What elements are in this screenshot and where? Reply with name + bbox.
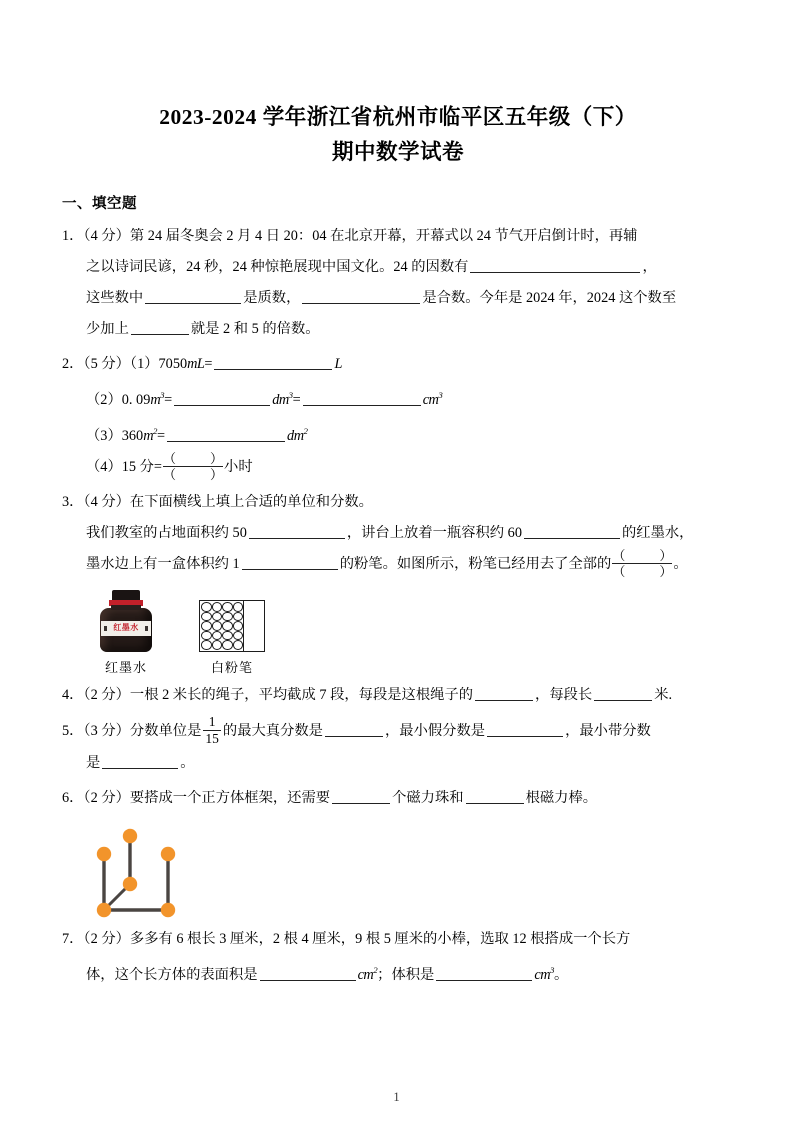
bead-top-center bbox=[123, 829, 137, 843]
question-4-text-a: 一根 2 米长的绳子，平均截成 7 段，每段是这根绳子的 bbox=[129, 686, 474, 703]
question-1-text-c: ， bbox=[642, 259, 657, 275]
question-2-sub3-unit-to: $dm^2$ bbox=[287, 425, 308, 444]
bead-bottom-left bbox=[97, 903, 111, 917]
question-2-sub1-eq: = bbox=[204, 356, 213, 372]
question-5-text-f: 。 bbox=[180, 754, 195, 771]
question-7-text-c: ；体积是 bbox=[377, 966, 435, 983]
question-5-number: 5 bbox=[62, 722, 70, 739]
question-6-text-a: 要搭成一个正方体框架，还需要 bbox=[129, 789, 331, 806]
label-tick-left bbox=[104, 626, 107, 631]
question-6 bbox=[62, 783, 734, 814]
bead-top-left bbox=[97, 847, 111, 861]
question-6-blank-2[interactable] bbox=[466, 788, 524, 804]
chalk-box-divider bbox=[243, 601, 244, 651]
page-number: 1 bbox=[393, 1090, 400, 1104]
question-1-score: （4 分） bbox=[83, 228, 130, 244]
question-6-figure-magnetic-frame bbox=[90, 826, 200, 918]
question-2-blank-3[interactable] bbox=[303, 390, 421, 406]
question-4-text-b: ，每段长 bbox=[535, 686, 593, 703]
question-5 bbox=[62, 715, 734, 779]
question-5-line-2 bbox=[62, 748, 734, 779]
question-1 bbox=[62, 221, 734, 345]
ink-bottle-icon bbox=[94, 590, 158, 652]
question-7 bbox=[62, 924, 734, 991]
question-4-number: 4 bbox=[62, 686, 70, 703]
question-5-blank-2[interactable] bbox=[487, 721, 563, 737]
question-5-text-a: 分数单位是 bbox=[129, 722, 202, 739]
question-2-sub1-expr: 7050 bbox=[158, 356, 188, 372]
question-2-blank-2[interactable] bbox=[174, 390, 270, 406]
question-2 bbox=[62, 349, 734, 483]
question-7-line-1: 7．（2 分）多多有 6 根长 3 厘米，2 根 4 厘米，9 根 5 厘米的小棒，选取 12 根搭成一个长方 bbox=[62, 930, 631, 947]
question-5-text-b: 的最大真分数是 bbox=[222, 722, 323, 739]
chalk-grid bbox=[201, 602, 243, 650]
question-5-line-1: 5．（3 分）分数单位是 $\frac{1}{15}$ 的最大真分数是 ，最小假分数是 ，最小带分数 bbox=[62, 713, 651, 746]
question-1-text-b: 之以诗词民谚，24 秒，24 种惊艳展现中国文化。24 的因数有 bbox=[86, 259, 469, 275]
fraction-numerator: 1 bbox=[203, 714, 221, 731]
question-1-blank-2[interactable] bbox=[145, 288, 241, 304]
question-7-text-d: 。 bbox=[553, 966, 569, 983]
question-2-sub4-label: （4） bbox=[86, 458, 122, 475]
question-1-line-2 bbox=[62, 252, 734, 283]
question-6-blank-1[interactable] bbox=[332, 788, 390, 804]
question-3-text-f: 的粉笔。如图所示，粉笔已经用去了全部的 bbox=[339, 555, 612, 572]
question-4-blank-2[interactable] bbox=[594, 685, 652, 701]
question-7-number: 7 bbox=[62, 930, 70, 947]
question-2-sub4-eq: = bbox=[153, 458, 162, 475]
question-1-blank-1[interactable] bbox=[470, 257, 640, 273]
fraction-denominator: 15 bbox=[205, 730, 219, 746]
question-2-sub1-unit-from: mL bbox=[187, 356, 205, 372]
question-3-blank-3[interactable] bbox=[242, 554, 338, 570]
question-1-line-4 bbox=[62, 314, 734, 345]
fraction-one-fifteenth bbox=[203, 714, 221, 747]
magnetic-frame-diagram bbox=[90, 826, 200, 918]
question-1-text-e: 是质数， bbox=[243, 290, 301, 306]
question-2-fraction-blank[interactable] bbox=[163, 451, 223, 482]
question-2-sub3-unit-from: $m^2$ bbox=[143, 425, 157, 444]
question-3-score: （4 分） bbox=[83, 493, 130, 510]
question-3-text-e: 墨水边上有一盒体积约 1 bbox=[86, 555, 240, 572]
question-2-blank-1[interactable] bbox=[214, 354, 332, 370]
question-6-line-1: 6．（2 分）要搭成一个正方体框架，还需要 个磁力珠和 根磁力棒。 bbox=[62, 789, 598, 806]
question-2-sub4-unit-to: 小时 bbox=[224, 458, 253, 475]
figure-red-ink-bottle bbox=[90, 590, 162, 676]
question-7-score: （2 分） bbox=[83, 930, 130, 947]
question-3-text-d: 的红墨水， bbox=[621, 524, 694, 541]
question-3-figures bbox=[90, 590, 734, 676]
page-content bbox=[62, 0, 734, 995]
question-7-unit-area: $cm^2$ bbox=[357, 964, 378, 983]
question-2-line-4 bbox=[62, 452, 734, 483]
question-4-score: （2 分） bbox=[83, 686, 130, 703]
question-1-line-1: 1．（4 分）第 24 届冬奥会 2 月 4 日 20：04 在北京开幕，开幕式以 24 节气开启倒计时，再辅 bbox=[62, 228, 638, 244]
question-3-fraction-blank[interactable] bbox=[612, 548, 672, 579]
question-6-text-c: 根磁力棒。 bbox=[525, 789, 598, 806]
bottle-label-text: 红墨水 bbox=[113, 623, 139, 633]
bead-top-right bbox=[161, 847, 175, 861]
fraction-denominator[interactable]: （ ） bbox=[163, 466, 224, 482]
question-4-blank-1[interactable] bbox=[475, 685, 533, 701]
page-title bbox=[62, 100, 734, 170]
question-2-sub2-unit-to: $cm^3$ bbox=[422, 390, 443, 408]
question-3-text-g: 。 bbox=[673, 555, 688, 572]
question-1-text-h: 就是 2 和 5 的倍数。 bbox=[190, 321, 320, 337]
question-3-line-2 bbox=[62, 518, 734, 549]
question-2-sub2-label: （2） bbox=[86, 391, 122, 408]
question-3-text-b: 我们教室的占地面积约 50 bbox=[86, 524, 247, 541]
title-line-1: 2023-2024 学年浙江省杭州市临平区五年级（下） bbox=[159, 105, 637, 129]
question-5-text-e: 是 bbox=[86, 754, 101, 771]
question-2-number: 2 bbox=[62, 356, 70, 372]
question-2-sub2-mid-unit: $dm^3$ bbox=[272, 390, 293, 408]
figure-white-chalk-box bbox=[196, 600, 268, 676]
question-7-text-b: 体，这个长方体的表面积是 bbox=[86, 966, 258, 983]
fraction-denominator[interactable]: （ ） bbox=[612, 563, 673, 579]
question-4-line-1: 4．（2 分）一根 2 米长的绳子，平均截成 7 段，每段是这根绳子的 ，每段长 米. bbox=[62, 686, 673, 703]
fraction-numerator[interactable]: （ ） bbox=[163, 450, 224, 466]
question-1-text-g: 少加上 bbox=[86, 321, 129, 337]
question-1-text-d: 这些数中 bbox=[86, 290, 144, 306]
question-2-line-1: 2．（5 分）（1）7050mL= L bbox=[62, 356, 342, 372]
question-5-text-d: ，最小带分数 bbox=[565, 722, 651, 739]
question-1-text-a: 第 24 届冬奥会 2 月 4 日 20：04 在北京开幕，开幕式以 24 节气开启倒计时，再辅 bbox=[129, 228, 638, 244]
label-tick-right bbox=[145, 626, 148, 631]
question-2-line-2: （2）0. $09m^3= dm^3= cm^3$ bbox=[86, 390, 443, 408]
title-line-2: 期中数学试卷 bbox=[331, 140, 464, 164]
question-3 bbox=[62, 487, 734, 580]
question-5-blank-1[interactable] bbox=[325, 721, 383, 737]
question-3-number: 3 bbox=[62, 493, 70, 510]
question-2-sub1-unit-to: L bbox=[334, 356, 342, 372]
question-3-text-c: ，讲台上放着一瓶容积约 60 bbox=[346, 524, 522, 541]
question-3-blank-2[interactable] bbox=[524, 523, 620, 539]
question-1-line-3 bbox=[62, 283, 734, 314]
question-2-line-3: $(3)360m^2= dm^2$ bbox=[86, 425, 308, 444]
question-7-line-2 bbox=[62, 955, 734, 991]
figure-caption-chalk: 白粉笔 bbox=[210, 659, 253, 675]
question-2-sub4-expr: 15 分 bbox=[121, 458, 154, 475]
question-3-text-a: 在下面横线上填上合适的单位和分数。 bbox=[129, 493, 373, 510]
question-7-blank-1[interactable] bbox=[260, 965, 356, 981]
question-7-blank-2[interactable] bbox=[436, 965, 532, 981]
question-5-score: （3 分） bbox=[83, 722, 130, 739]
question-6-score: （2 分） bbox=[83, 789, 130, 806]
question-2-score: （5 分） bbox=[83, 356, 130, 372]
question-2-sub2-unit-from: $m^3$ bbox=[150, 390, 165, 408]
question-1-blank-4[interactable] bbox=[131, 319, 189, 335]
bottle-neck bbox=[111, 605, 141, 610]
question-7-text-a: 多多有 6 根长 3 厘米，2 根 4 厘米，9 根 5 厘米的小棒，选取 12 根搭成一个长方 bbox=[129, 930, 631, 947]
question-4-text-c: 米. bbox=[654, 686, 673, 703]
chalk-box-icon bbox=[199, 600, 265, 652]
fraction-numerator[interactable]: （ ） bbox=[612, 547, 673, 563]
bottle-label bbox=[101, 621, 151, 636]
question-1-blank-3[interactable] bbox=[302, 288, 420, 304]
bead-center bbox=[123, 877, 137, 891]
question-2-sub1-label: （1） bbox=[129, 356, 159, 372]
question-3-line-1: 3．（4 分）在下面横线上填上合适的单位和分数。 bbox=[62, 493, 373, 510]
question-2-sub2-expr: 0. 09 bbox=[121, 391, 151, 408]
question-6-number: 6 bbox=[62, 789, 70, 806]
question-7-unit-volume: $cm^3$ bbox=[534, 964, 554, 983]
question-3-line-3 bbox=[62, 549, 734, 580]
question-2-sub3-label: （3） bbox=[86, 427, 122, 444]
question-6-text-b: 个磁力珠和 bbox=[392, 789, 464, 806]
figure-caption-ink: 红墨水 bbox=[104, 659, 147, 675]
bead-bottom-right bbox=[161, 903, 175, 917]
question-2-blank-4[interactable] bbox=[167, 426, 285, 442]
section-header-fill-in-blank: 一、填空题 bbox=[62, 196, 137, 212]
question-1-text-f: 是合数。今年是 2024 年，2024 这个数至 bbox=[422, 290, 677, 306]
question-4 bbox=[62, 680, 734, 711]
question-5-blank-3[interactable] bbox=[102, 753, 178, 769]
question-5-text-c: ，最小假分数是 bbox=[384, 722, 486, 739]
question-3-blank-1[interactable] bbox=[249, 523, 345, 539]
question-2-sub3-expr: 360 bbox=[121, 427, 144, 444]
question-1-number: 1 bbox=[62, 228, 70, 244]
